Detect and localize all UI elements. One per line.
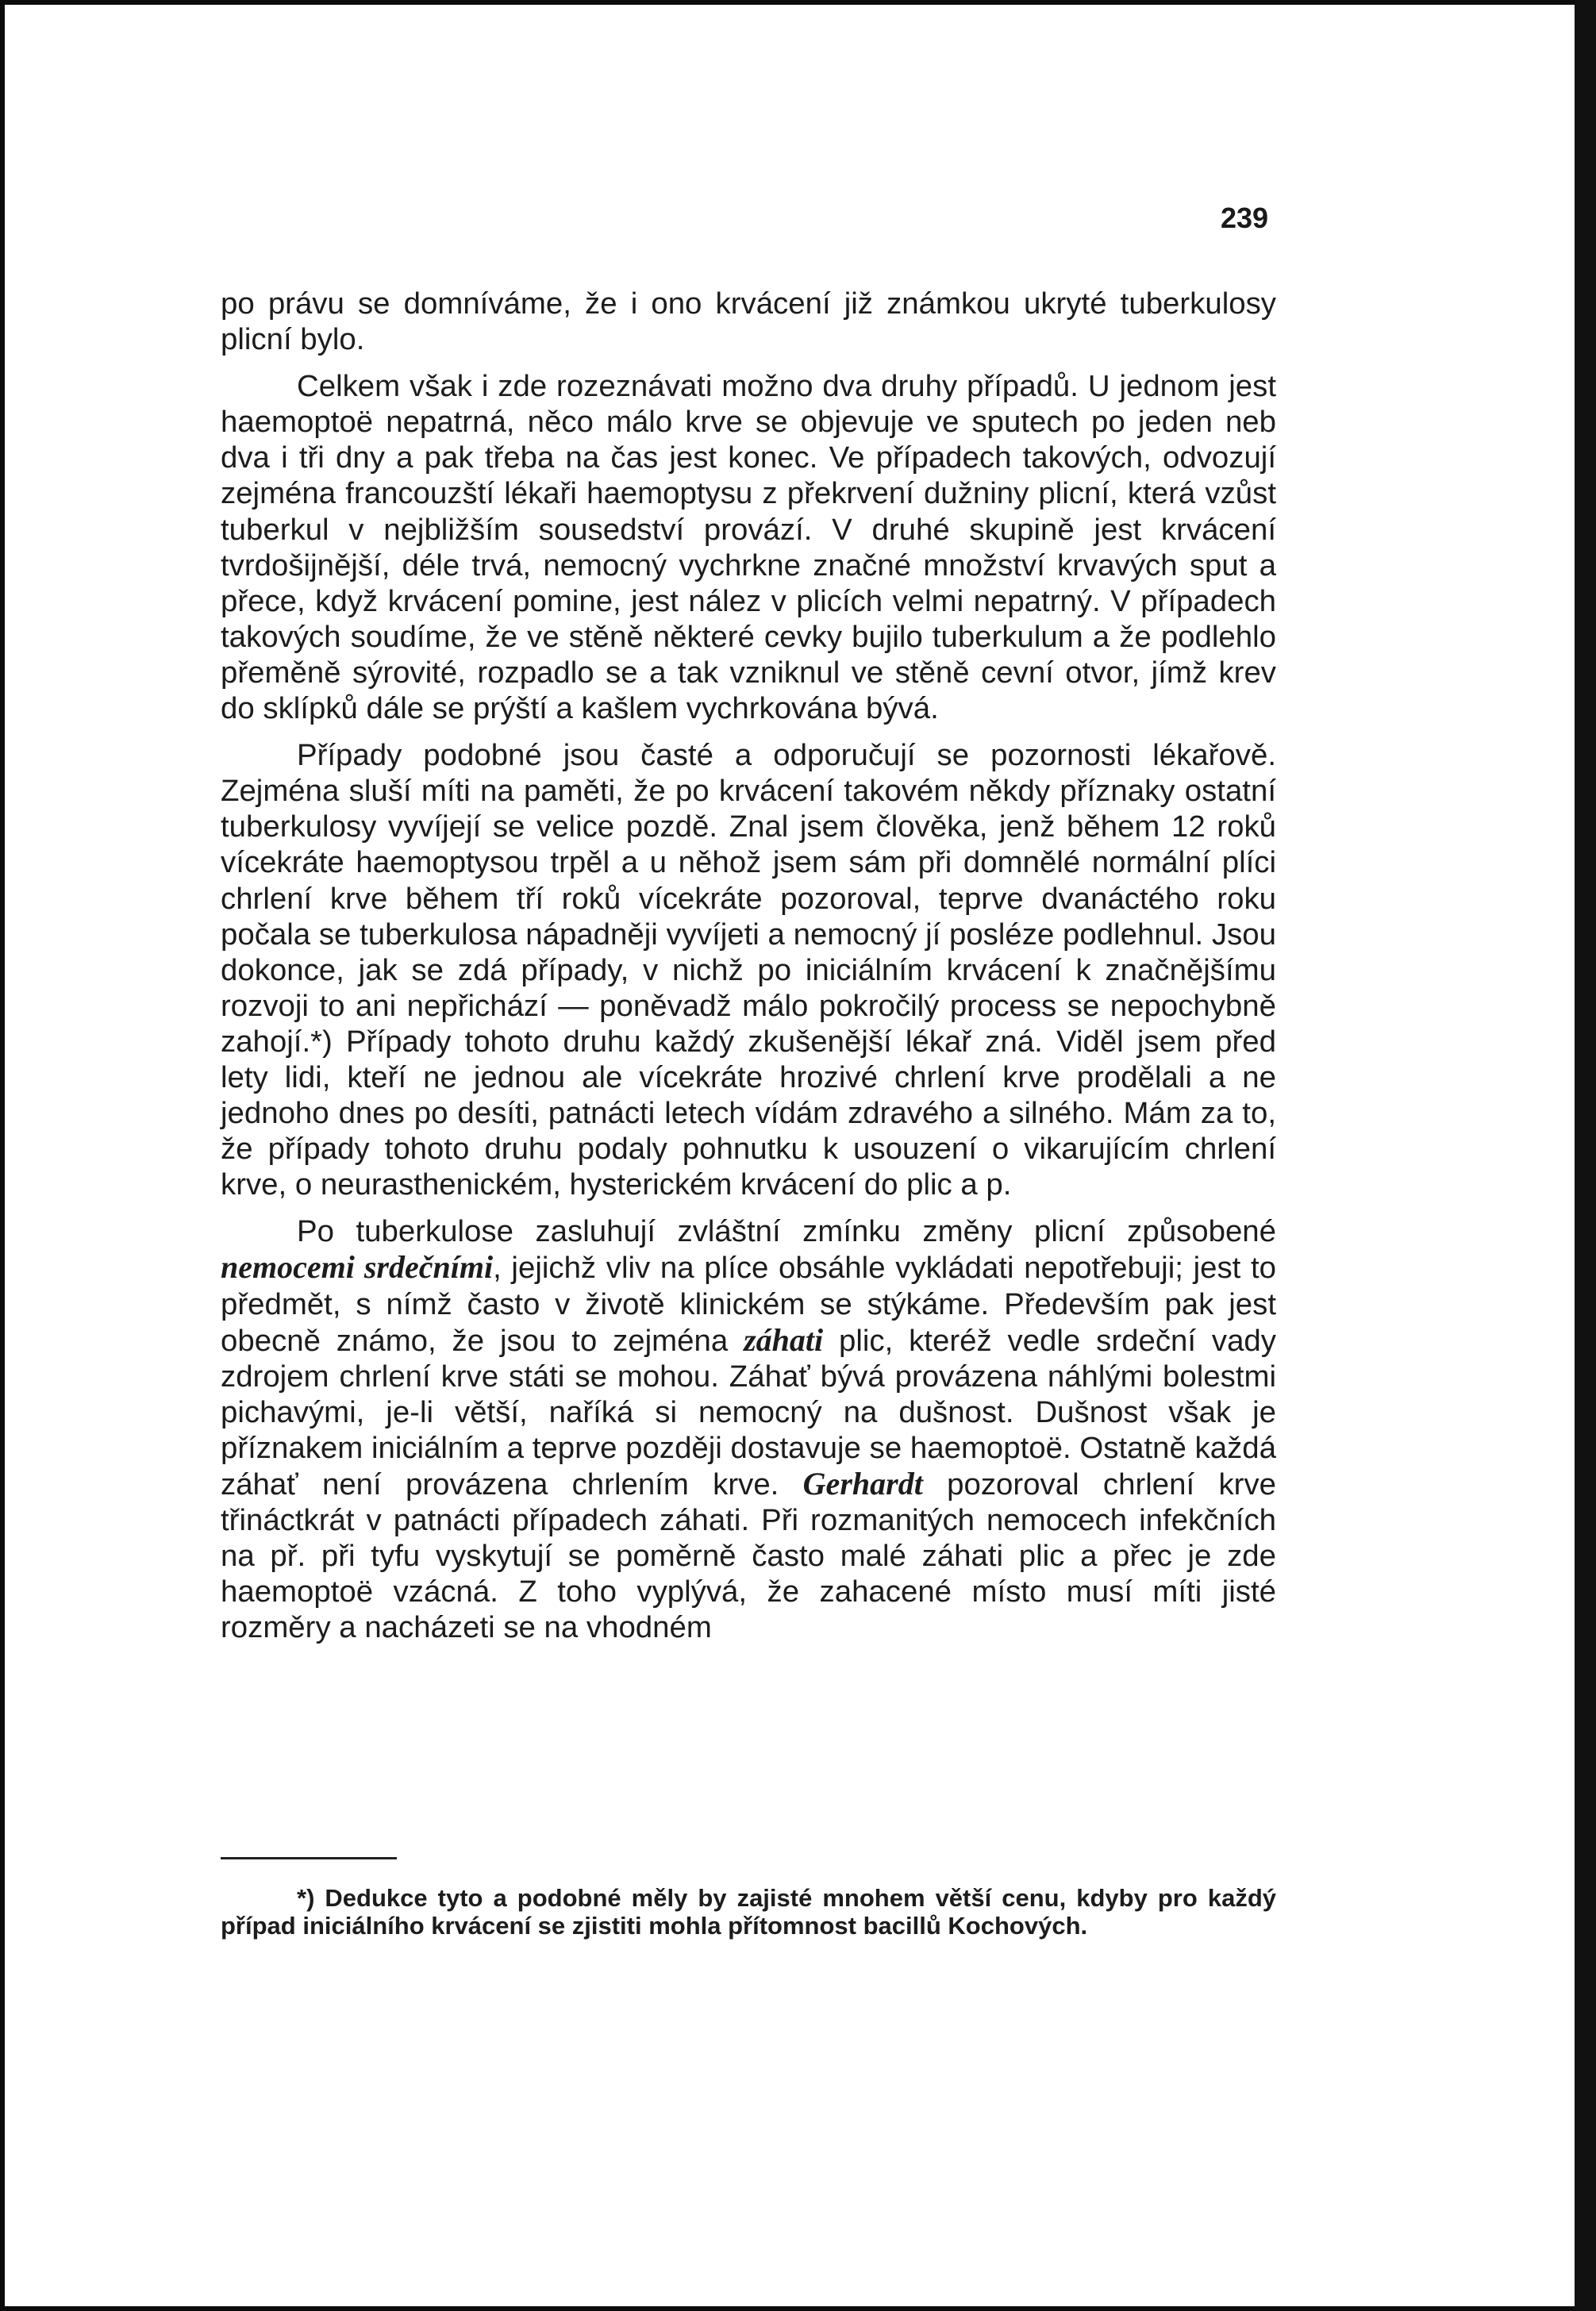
body-text [221, 286, 1276, 1645]
paragraph-2: Celkem však i zde rozeznávati možno dva druhy případů. U jednom jest haemoptoë nepatrná, něco málo krve se objevuje ve sputech po jeden neb dva i tři dny a pak třeba na čas jest konec. Ve případech takových, odvozují zejména francouzští lékaři haemoptysu z překrvení dužniny plicní, která vzůst tuberkul v nejbližším sousedství provází. V druhé skupině jest krvácení tvrdošijnější, déle trvá, nemocný vychrkne značné množství krvavých sput a přece, když krvácení pomine, jest nález v plicích velmi nepatrný. V případech takových soudíme, že ve stěně některé cevky bujilo tuberkulum a že podlehlo přeměně sýrovité, rozpadlo se a tak vzniknul ve stěně cevní otvor, jímž krev do sklípků dále se prýští a kašlem vychrkována bývá. [221, 369, 1276, 726]
page-number: 239 [1221, 202, 1269, 234]
footnote-divider [221, 1857, 397, 1859]
emphasis-gerhardt: Gerhardt [802, 1466, 923, 1502]
paragraph-4-part-2: , jejichž vliv na plíce obsáhle vykládati nepotřebuji; jest to předmět, s nímž často v životě klinickém se stýkáme. Především pak jest obecně známo, že jsou to zejména [221, 1251, 1276, 1358]
footnote-text: *) Dedukce tyto a podobné měly by zajisté mnohem větší cenu, kdyby pro každý případ iniciálního krvácení se zjistiti mohla přítomnost bacillů Kochových. [221, 1884, 1276, 1940]
paragraph-4-part-1: Po tuberkulose zasluhují zvláštní zmínku změny plicní způsobené [297, 1214, 1276, 1249]
scan-edge [1575, 0, 1596, 2311]
paragraph-4-part-4: pozoroval chrlení krve třináctkrát v patnácti případech záhati. Při rozmanitých nemocech infekčních na př. při tyfu vyskytují se poměrně často malé záhati plic a přec je zde haemoptoë vzácná. Z toho vyplývá, že zahacené místo musí míti jisté rozměry a nacházeti se na vhodném [221, 1467, 1276, 1645]
book-page [5, 5, 1575, 2306]
emphasis-zahati: záhati [744, 1321, 824, 1358]
paragraph-3: Případy podobné jsou časté a odporučují se pozornosti lékařově. Zejména sluší míti na paměti, že po krvácení takovém někdy příznaky ostatní tuberkulosy vyvíjejí se velice pozdě. Znal jsem člověka, jenž během 12 roků vícekráte haemoptysou trpěl a u něhož jsem sám při domnělé normální plíci chrlení krve během tří roků vícekráte pozoroval, teprve dvanáctého roku počala se tuberkulosa nápadněji vyvíjeti a nemocný jí posléze podlehnul. Jsou dokonce, jak se zdá případy, v nichž po iniciálním krvácení k značnějšímu rozvoji to ani nepřichází — poněvadž málo pokročilý process se nepochybně zahojí.*) Případy tohoto druhu každý zkušenější lékař zná. Viděl jsem před lety lidi, kteří ne jednou ale vícekráte hrozivé chrlení krve prodělali a ne jednoho dnes po desíti, patnácti letech vídám zdravého a silného. Mám za to, že případy tohoto druhu podaly pohnutku k usouzení o vikarujícím chrlení krve, o neurasthenickém, hysterickém krvácení do plic a p. [221, 738, 1276, 1202]
paragraph-4 [221, 1213, 1276, 1645]
paragraph-4-part-3: plic, kteréž vedle srdeční vady zdrojem chrlení krve státi se mohou. Záhať bývá provázena náhlými bolestmi pichavými, je-li větší, naříká si nemocný na dušnost. Dušnost však je příznakem iniciálním a teprve později dostavuje se haemoptoë. Ostatně každá záhať není provázena chrlením krve. [221, 1323, 1276, 1502]
footnote [221, 1884, 1276, 1940]
emphasis-nemocemi-srdecnimi: nemocemi srdečními [221, 1249, 494, 1286]
paragraph-1: po právu se domníváme, že i ono krvácení již známkou ukryté tuberkulosy plicní bylo. [221, 286, 1276, 357]
